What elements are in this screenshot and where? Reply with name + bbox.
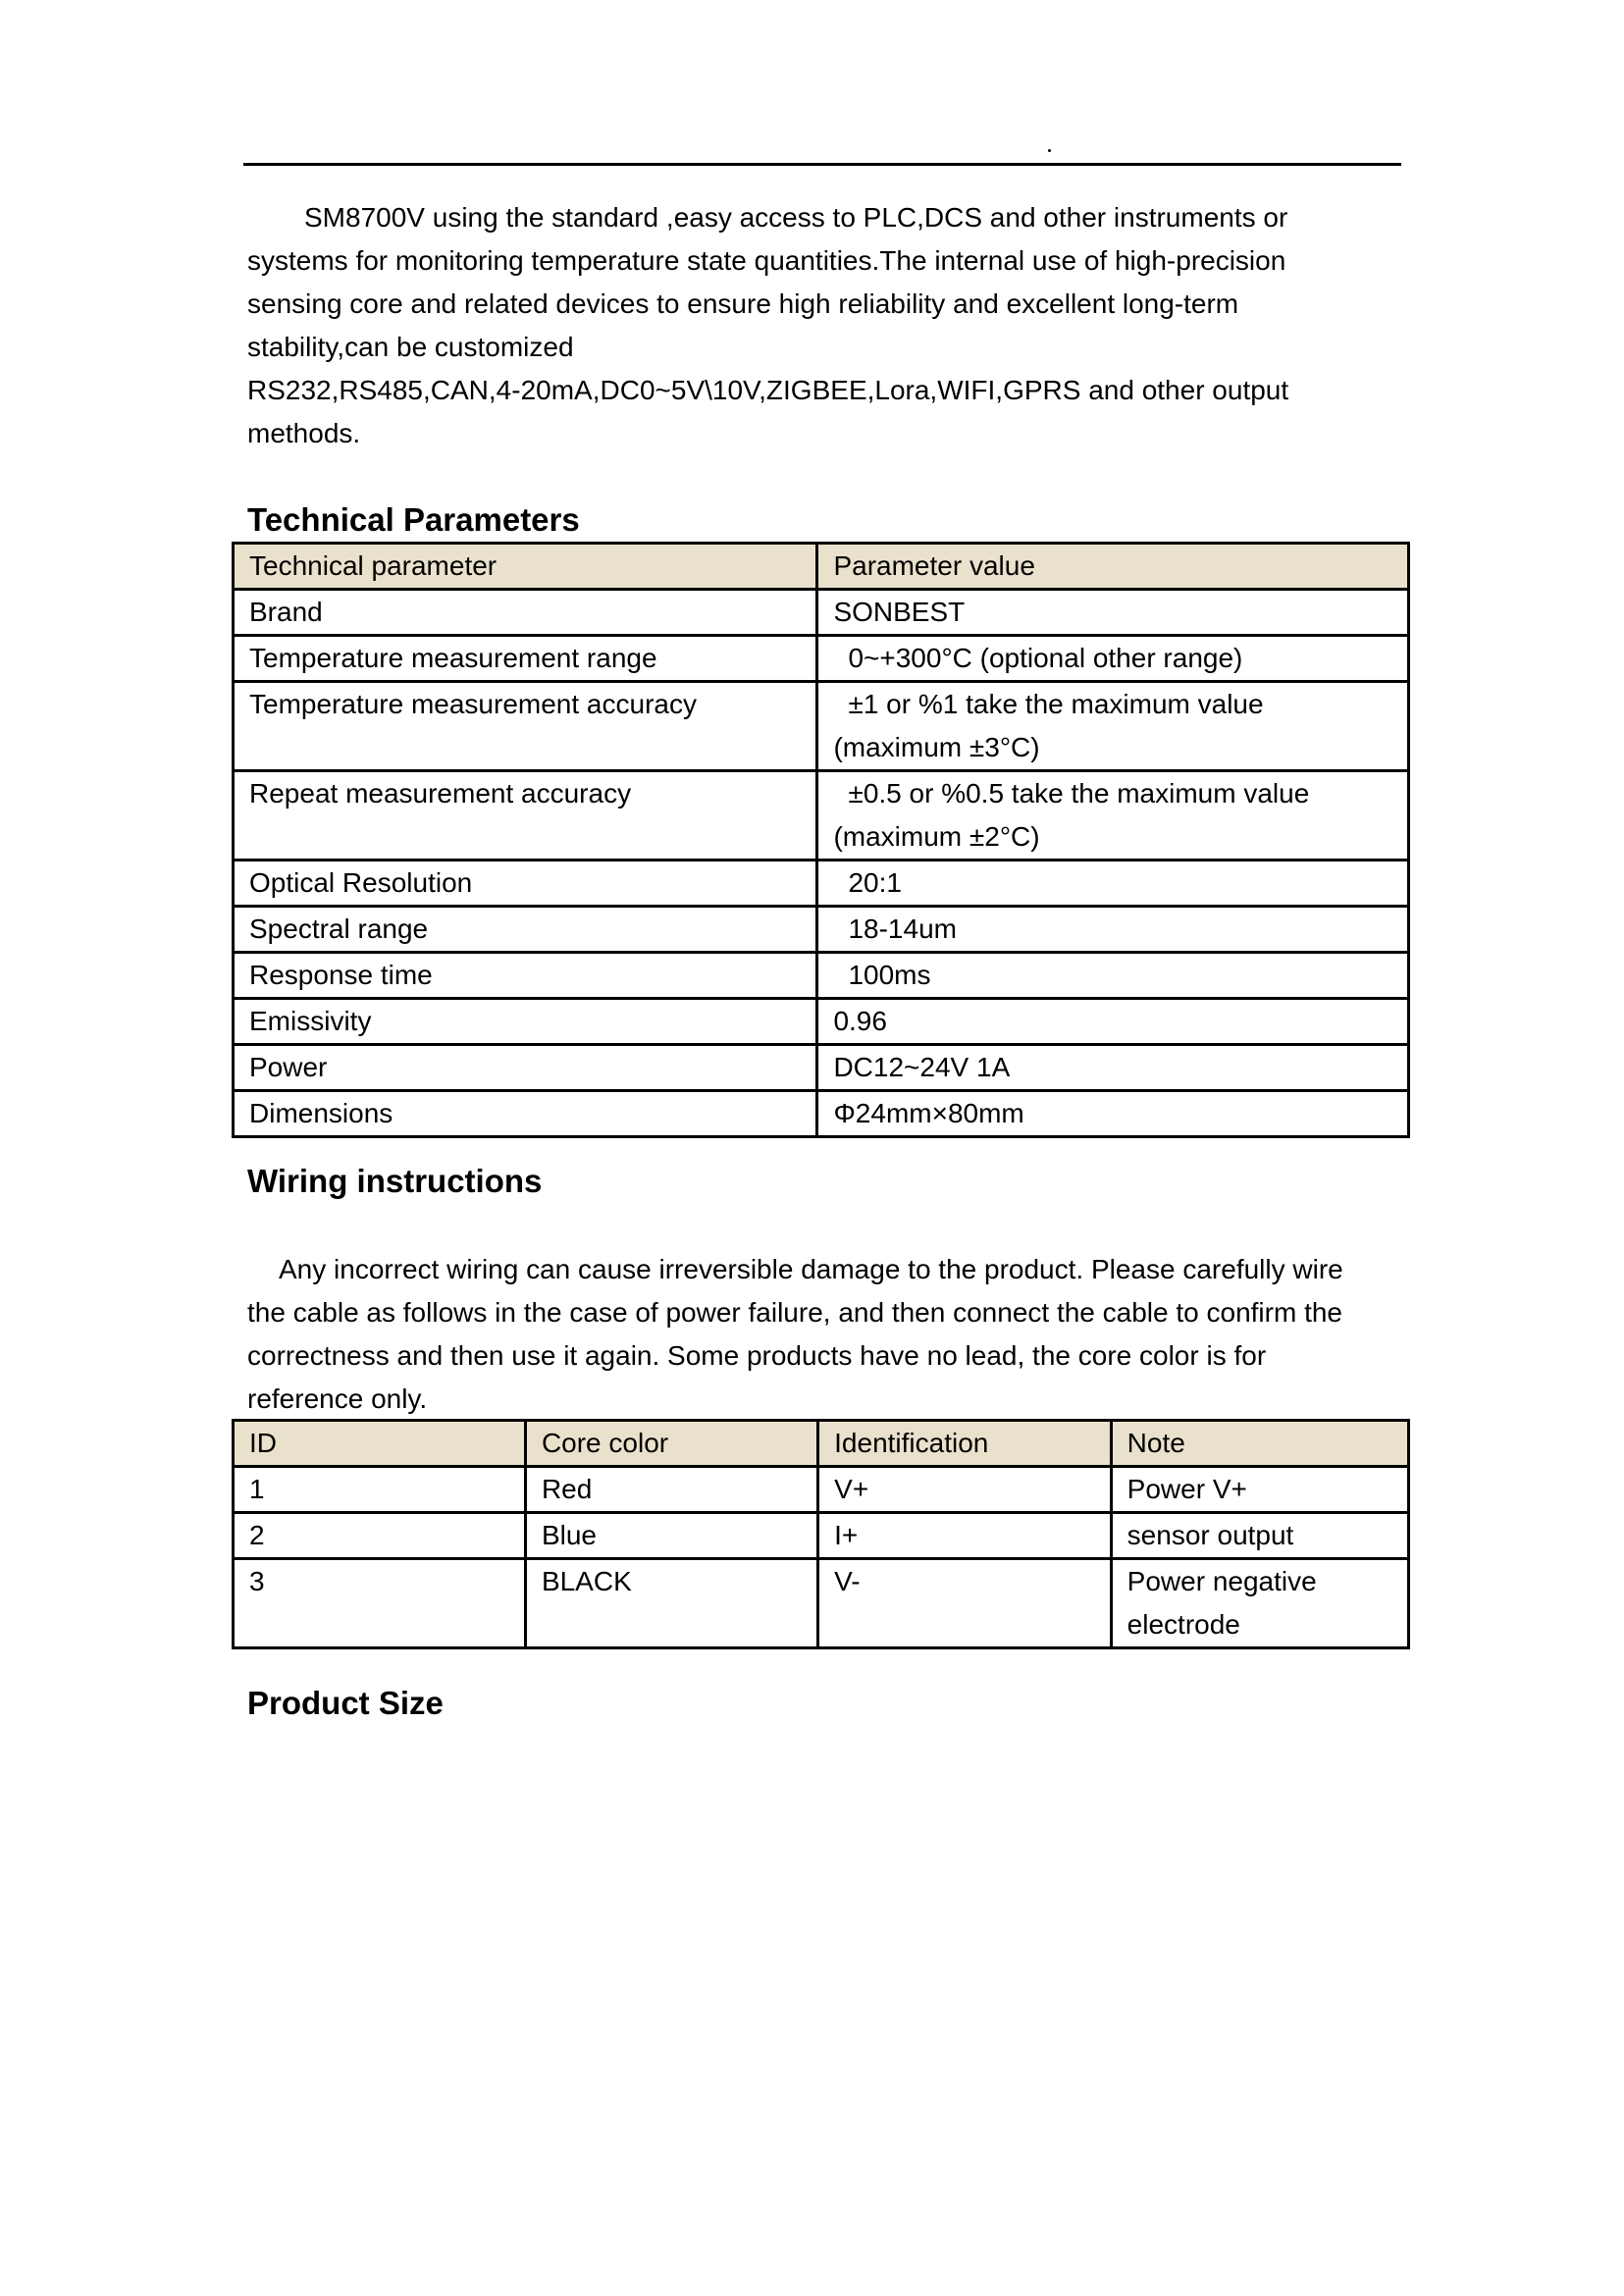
wiring-line: Any incorrect wiring can cause irreversible damage to the product. Please carefully wire — [279, 1254, 1343, 1284]
intro-line: methods. — [247, 418, 361, 448]
parameter-name: Response time — [234, 953, 817, 999]
wiring-instructions-title: Wiring instructions — [247, 1163, 543, 1199]
parameter-value-text: 100ms — [848, 960, 931, 990]
intro-line: SM8700V using the standard ,easy access to PLC,DCS and other instruments or — [304, 202, 1288, 233]
table-row — [234, 636, 1409, 682]
table-row — [234, 590, 1409, 636]
parameter-value-text: 0~+300°C (optional other range) — [848, 643, 1243, 673]
parameter-value — [817, 953, 1409, 999]
wire-core-color: Red — [525, 1467, 817, 1513]
wire-id: 1 — [234, 1467, 526, 1513]
column-header: ID — [234, 1421, 526, 1467]
header-dot — [1048, 149, 1051, 152]
header-rule — [243, 163, 1401, 166]
table-row — [234, 1467, 1409, 1513]
table-row — [234, 771, 1409, 861]
table-header-row — [234, 544, 1409, 590]
parameter-name: Brand — [234, 590, 817, 636]
parameter-value — [817, 771, 1409, 861]
wiring-line: the cable as follows in the case of power failure, and then connect the cable to confirm the — [247, 1297, 1342, 1328]
column-header: Note — [1111, 1421, 1408, 1467]
table-row — [234, 999, 1409, 1045]
parameter-value-line: ±1 or %1 take the maximum value — [848, 689, 1264, 719]
parameter-name: Emissivity — [234, 999, 817, 1045]
wire-identification: V+ — [818, 1467, 1112, 1513]
parameter-name: Spectral range — [234, 907, 817, 953]
parameter-name: Temperature measurement accuracy — [234, 682, 817, 771]
column-header: Parameter value — [817, 544, 1409, 590]
wiring-line: correctness and then use it again. Some products have no lead, the core color is for — [247, 1340, 1267, 1371]
wire-id: 2 — [234, 1513, 526, 1559]
table-row — [234, 907, 1409, 953]
parameter-name: Power — [234, 1045, 817, 1091]
column-header: Identification — [818, 1421, 1112, 1467]
table-row — [234, 953, 1409, 999]
column-header: Core color — [525, 1421, 817, 1467]
product-size-title: Product Size — [247, 1685, 444, 1721]
parameter-value: SONBEST — [817, 590, 1409, 636]
parameter-value: 0.96 — [817, 999, 1409, 1045]
table-row — [234, 1045, 1409, 1091]
wiring-paragraph — [247, 1248, 1405, 1421]
wire-identification: I+ — [818, 1513, 1112, 1559]
wire-note-line: electrode — [1126, 1609, 1240, 1640]
parameter-name: Temperature measurement range — [234, 636, 817, 682]
wire-id: 3 — [234, 1559, 526, 1648]
wire-core-color: Blue — [525, 1513, 817, 1559]
intro-line: systems for monitoring temperature state quantities.The internal use of high-precision — [247, 245, 1286, 276]
table-row — [234, 1559, 1409, 1648]
wire-note: sensor output — [1111, 1513, 1408, 1559]
technical-parameters-table — [232, 542, 1410, 1138]
technical-parameters-title: Technical Parameters — [247, 501, 580, 538]
parameter-value-text: 18-14um — [848, 913, 957, 944]
parameter-value: DC12~24V 1A — [817, 1045, 1409, 1091]
column-header: Technical parameter — [234, 544, 817, 590]
table-row — [234, 1091, 1409, 1137]
parameter-value — [817, 861, 1409, 907]
table-row — [234, 682, 1409, 771]
parameter-value — [817, 636, 1409, 682]
wire-identification: V- — [818, 1559, 1112, 1648]
table-row — [234, 1513, 1409, 1559]
wire-note-line: Power negative — [1126, 1566, 1317, 1596]
wire-core-color: BLACK — [525, 1559, 817, 1648]
intro-line: RS232,RS485,CAN,4-20mA,DC0~5V\10V,ZIGBEE,Lora,WIFI,GPRS and other output — [247, 375, 1289, 405]
wire-note — [1111, 1559, 1408, 1648]
wiring-table — [232, 1419, 1410, 1649]
parameter-value — [817, 907, 1409, 953]
parameter-name: Repeat measurement accuracy — [234, 771, 817, 861]
wiring-line: reference only. — [247, 1383, 428, 1414]
table-row — [234, 861, 1409, 907]
parameter-name: Dimensions — [234, 1091, 817, 1137]
wire-note: Power V+ — [1111, 1467, 1408, 1513]
table-header-row — [234, 1421, 1409, 1467]
parameter-value-line: (maximum ±2°C) — [833, 821, 1040, 852]
parameter-value: Φ24mm×80mm — [817, 1091, 1409, 1137]
intro-line: stability,can be customized — [247, 332, 574, 362]
parameter-value — [817, 682, 1409, 771]
parameter-name: Optical Resolution — [234, 861, 817, 907]
intro-line: sensing core and related devices to ensure high reliability and excellent long-term — [247, 288, 1239, 319]
parameter-value-line: ±0.5 or %0.5 take the maximum value — [848, 778, 1310, 809]
intro-paragraph — [247, 196, 1405, 455]
parameter-value-line: (maximum ±3°C) — [833, 732, 1040, 762]
parameter-value-text: 20:1 — [848, 867, 902, 898]
